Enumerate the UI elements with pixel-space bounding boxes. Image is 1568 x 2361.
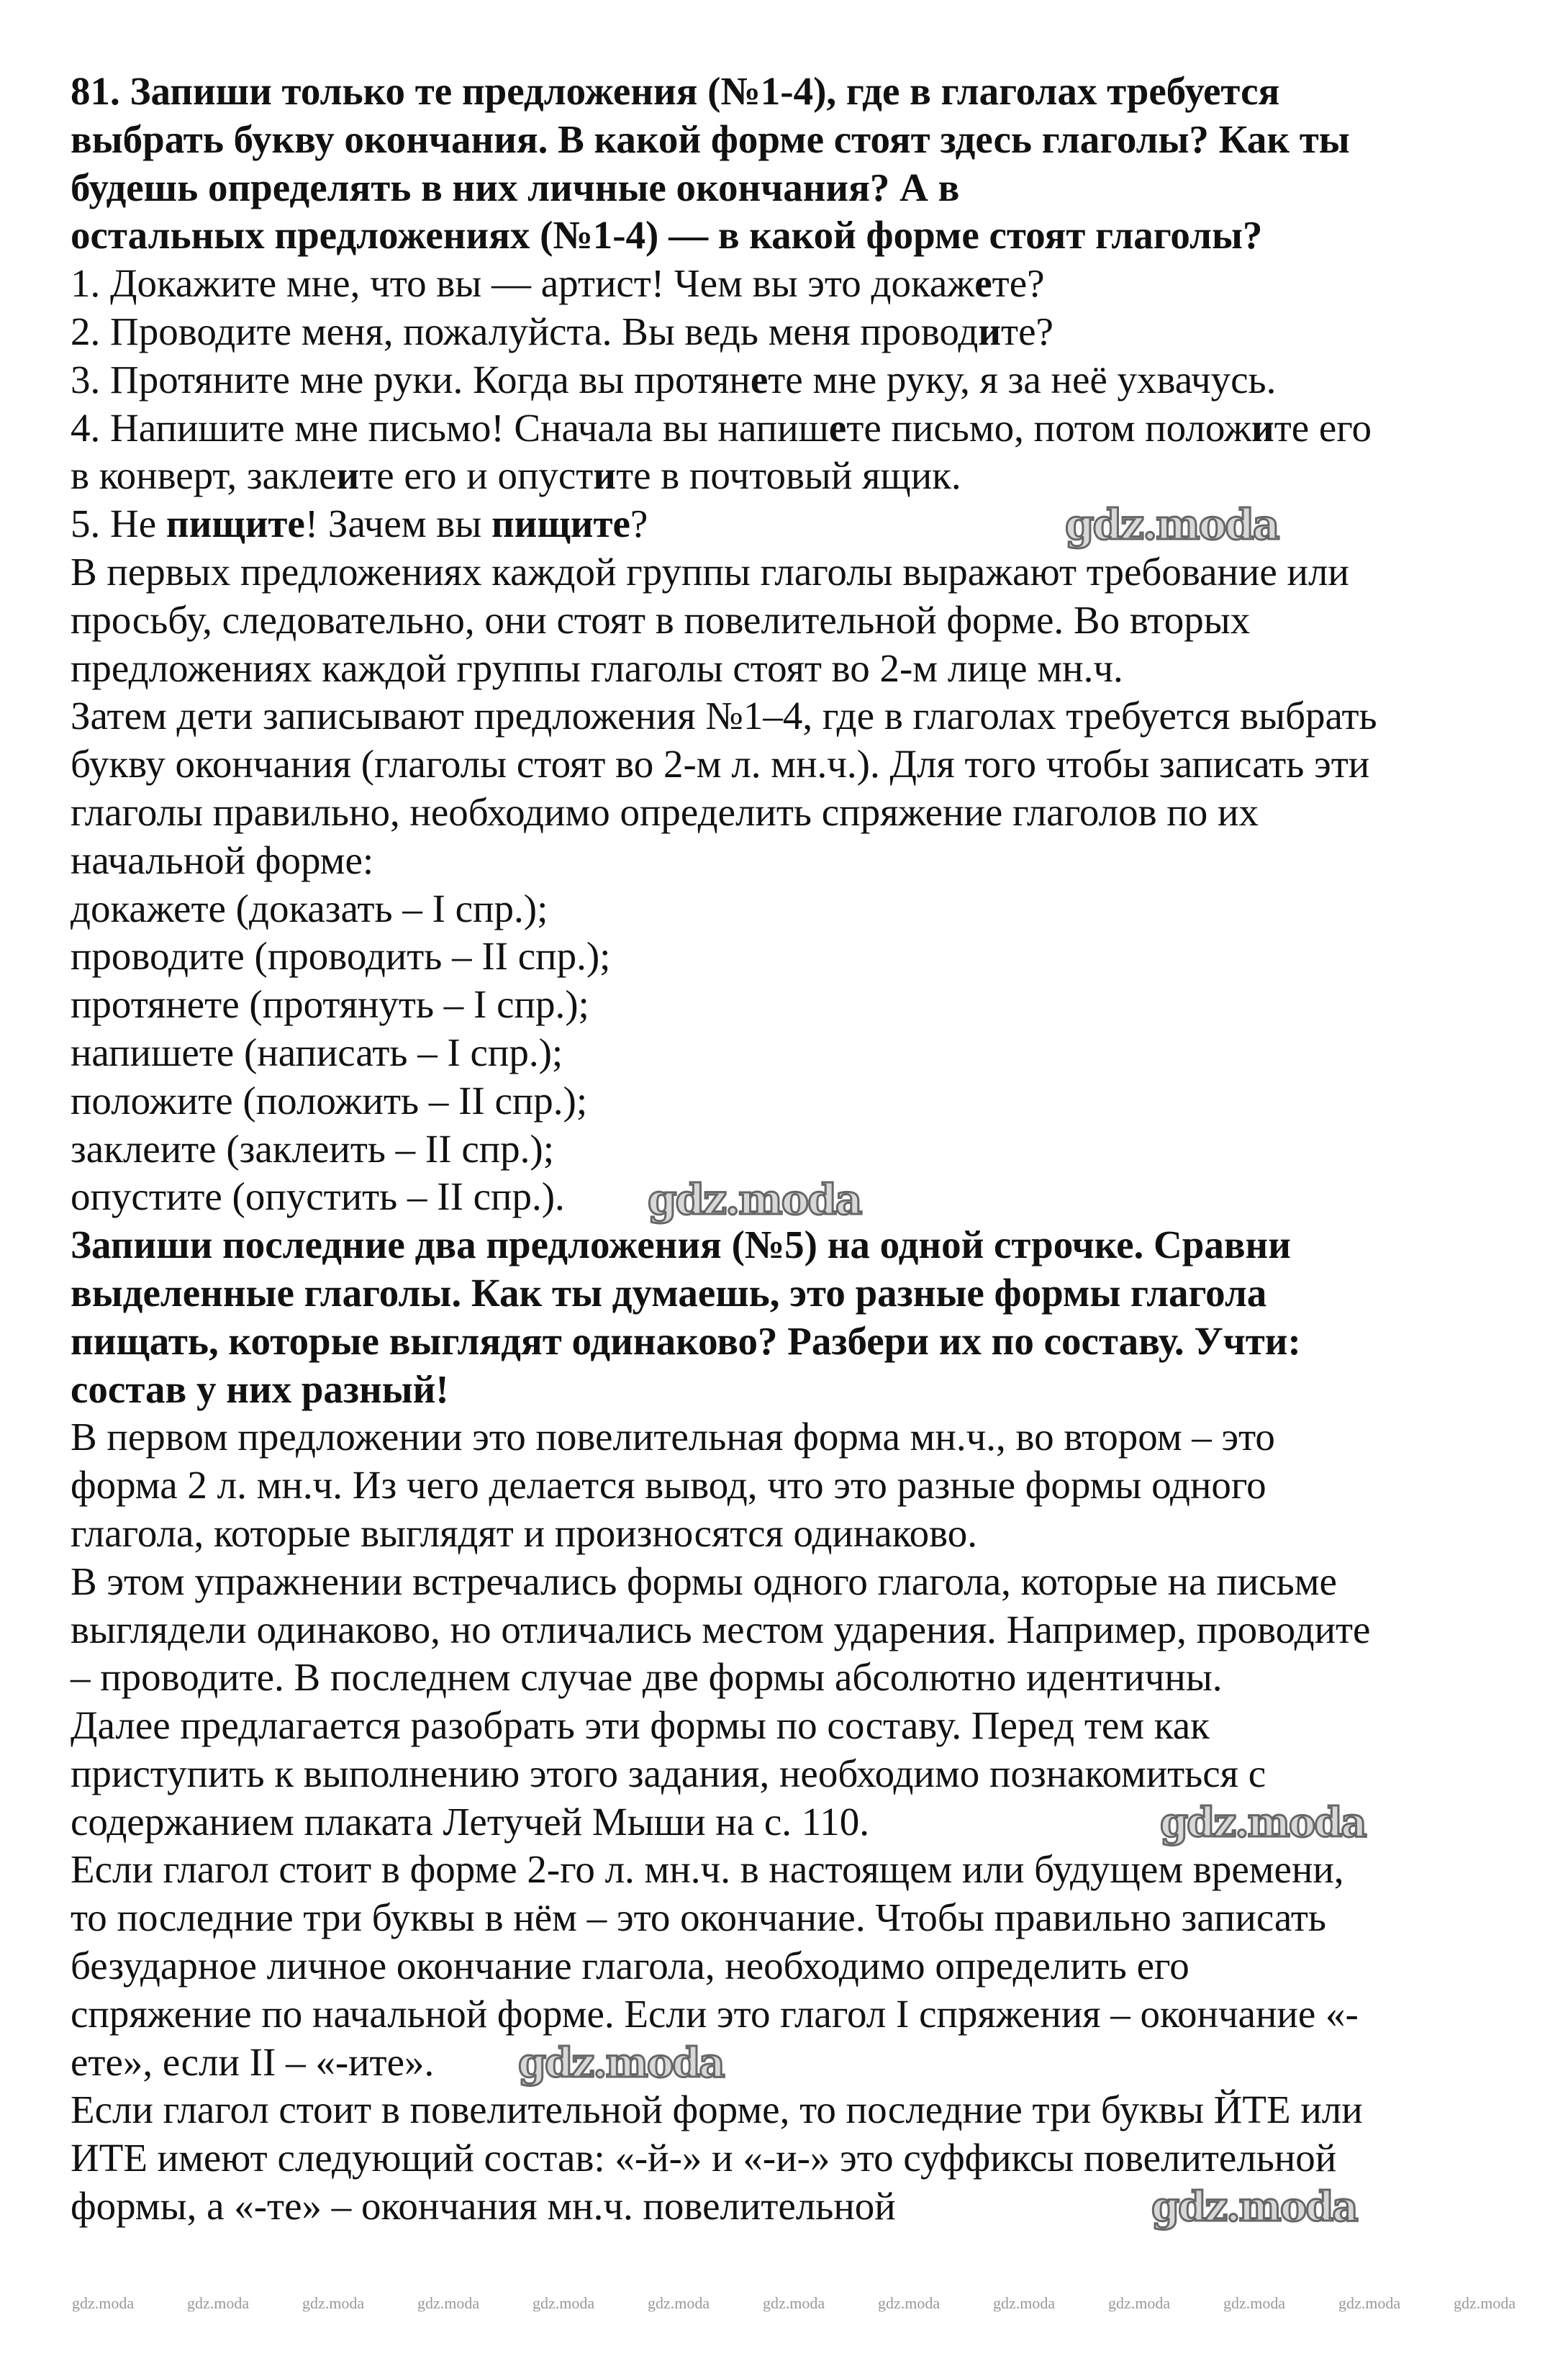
text-segment: опустите (опустить – II спр.). [71, 1174, 565, 1219]
text-line [71, 356, 1377, 404]
text-segment: глаголы правильно, необходимо определить спряжение глаголов по их [71, 789, 1259, 834]
text-line [71, 692, 1377, 740]
text-segment: В первых предложениях каждой группы глаголы выражают требование или [71, 549, 1349, 594]
text-segment: Далее предлагается разобрать эти формы по составу. Перед тем как [71, 1703, 1210, 1748]
watermark-small: gdz.moda [878, 2294, 941, 2312]
watermark-small: gdz.moda [72, 2294, 135, 2312]
task-heading-line [71, 164, 1377, 212]
text-line [71, 885, 1377, 933]
text-segment: 1. Докажите мне, что вы — артист! Чем вы это докаж [71, 261, 975, 306]
text-segment: Если глагол стоит в форме 2-го л. мн.ч. в настоящем или будущем времени, [71, 1847, 1344, 1892]
text-segment: выбрать букву окончания. В какой форме стоят здесь глаголы? Как ты [71, 117, 1350, 161]
text-segment: то последние три буквы в нём – это окончание. Чтобы правильно записать [71, 1895, 1327, 1940]
task-heading-line [71, 68, 1377, 116]
text-segment: проводите (проводить – II спр.); [71, 934, 611, 979]
watermark-small: gdz.moda [1454, 2294, 1516, 2312]
text-line [71, 1990, 1377, 2039]
text-line [71, 1510, 1377, 1558]
text-segment: те его и опуст [359, 453, 594, 498]
watermark-small: gdz.moda [302, 2294, 365, 2312]
text-line [71, 645, 1377, 693]
highlighted-text: е [750, 357, 769, 402]
task-heading-line [71, 1366, 1377, 1414]
text-segment: выделенные глаголы. Как ты думаешь, это разные формы глагола [71, 1270, 1267, 1315]
text-line [71, 1942, 1377, 1990]
text-line [71, 740, 1377, 789]
watermark-small: gdz.moda [993, 2294, 1056, 2312]
watermark-small: gdz.moda [1223, 2294, 1286, 2312]
text-line [71, 2086, 1377, 2134]
text-segment: те? [992, 261, 1045, 306]
text-line [71, 1029, 1377, 1077]
text-segment: заклеите (заклеить – II спр.); [71, 1126, 555, 1171]
text-line [71, 1558, 1377, 1606]
text-line [71, 1125, 1377, 1174]
text-segment: приступить к выполнению этого задания, необходимо познакомиться с [71, 1751, 1266, 1795]
watermark-logo: gdz.moda [1065, 500, 1279, 549]
task-heading-line [71, 1221, 1377, 1269]
text-segment: 2. Проводите меня, пожалуйста. Вы ведь меня провод [71, 309, 979, 353]
text-line [71, 837, 1377, 885]
text-segment: положите (положить – II спр.); [71, 1078, 588, 1123]
text-line [71, 1894, 1377, 1942]
highlighted-text: и [336, 453, 360, 498]
text-segment: предложениях каждой группы глаголы стоят во 2-м лице мн.ч. [71, 645, 1123, 690]
text-line [71, 404, 1377, 453]
highlighted-text: и [978, 309, 1002, 353]
text-segment: 3. Протяните мне руки. Когда вы протян [71, 357, 751, 402]
text-segment: Запиши последние два предложения (№5) на одной строчке. Сравни [71, 1223, 1291, 1267]
text-line [71, 1702, 1377, 1750]
watermark-small: gdz.moda [648, 2294, 710, 2312]
text-segment: выглядели одинаково, но отличались местом ударения. Например, проводите [71, 1607, 1371, 1651]
text-segment: напишете (написать – I спр.); [71, 1030, 563, 1074]
text-segment: В первом предложении это повелительная форма мн.ч., во втором – это [71, 1415, 1275, 1459]
text-segment: начальной форме: [71, 838, 374, 882]
text-segment: глагола, которые выглядят и произносятся одинаково. [71, 1510, 977, 1555]
text-segment: 81. Запиши только те предложения (№1-4), где в глаголах требуется [71, 69, 1280, 113]
text-line [71, 1413, 1377, 1462]
watermark-small: gdz.moda [1338, 2294, 1401, 2312]
watermark-small: gdz.moda [763, 2294, 825, 2312]
text-line [71, 548, 1377, 597]
text-segment: безударное личное окончание глагола, необходимо определить его [71, 1944, 1189, 1988]
text-segment: те мне руку, я за неё ухвачусь. [768, 357, 1277, 402]
text-segment: содержанием плаката Летучей Мыши на с. 110. [71, 1799, 870, 1844]
watermark-small: gdz.moda [187, 2294, 250, 2312]
text-segment: форма 2 л. мн.ч. Из чего делается вывод, что это разные формы одного [71, 1463, 1266, 1508]
text-segment: в конверт, закле [71, 453, 337, 498]
highlighted-text: пищите [166, 502, 305, 546]
text-segment: те письмо, потом полож [846, 405, 1251, 450]
text-line [71, 933, 1377, 981]
text-segment: те в почтовый ящик. [616, 453, 961, 498]
text-segment: Затем дети записывают предложения №1–4, где в глаголах требуется выбрать [71, 694, 1377, 738]
text-line [71, 1750, 1377, 1798]
text-segment: формы, а «-те» – окончания мн.ч. повелительной [71, 2184, 896, 2229]
document-body [71, 68, 1377, 2231]
text-line [71, 452, 1377, 500]
text-line [71, 2134, 1377, 2183]
watermark-logo: gdz.moda [1151, 2183, 1357, 2231]
watermark-small: gdz.moda [1108, 2294, 1171, 2312]
text-line [71, 1654, 1377, 1702]
text-segment: состав у них разный! [71, 1367, 449, 1411]
watermark-logo: gdz.moda [648, 1175, 861, 1224]
text-segment: те его [1274, 405, 1372, 450]
text-segment: спряжение по начальной форме. Если это глагол I спряжения – окончание «- [71, 1991, 1359, 2036]
text-segment: ете», если II – «-ите». [71, 2039, 435, 2084]
watermark-logo: gdz.moda [518, 2039, 724, 2087]
text-segment: протянете (протянуть – I спр.); [71, 982, 589, 1027]
text-line [71, 1077, 1377, 1125]
text-segment: остальных предложениях (№1-4) — в какой форме стоят глаголы? [71, 213, 1263, 258]
text-line [71, 308, 1377, 356]
highlighted-text: е [828, 405, 847, 450]
task-heading-line [71, 1269, 1377, 1318]
watermark-small: gdz.moda [417, 2294, 480, 2312]
text-line [71, 1606, 1377, 1654]
highlighted-text: е [974, 261, 992, 306]
text-segment: пищать, которые выглядят одинаково? Разбери их по составу. Учти: [71, 1318, 1301, 1363]
task-heading-line [71, 212, 1377, 260]
text-segment: 5. Не [71, 502, 166, 546]
text-line [71, 597, 1377, 645]
text-segment: ИТЕ имеют следующий состав: «-й-» и «-и-» это суффиксы повелительной [71, 2136, 1337, 2180]
highlighted-text: и [1251, 405, 1274, 450]
text-line [71, 789, 1377, 837]
text-segment: – проводите. В последнем случае две формы абсолютно идентичны. [71, 1655, 1223, 1700]
text-line [71, 1846, 1377, 1894]
text-segment: будешь определять в них личные окончания? А в [71, 165, 960, 209]
text-segment: ? [630, 502, 648, 546]
text-segment: те? [1001, 309, 1053, 353]
text-segment: ! Зачем вы [304, 502, 491, 546]
task-heading-line [71, 116, 1377, 164]
watermark-logo: gdz.moda [1160, 1799, 1366, 1846]
text-line [71, 981, 1377, 1029]
text-line [71, 1462, 1377, 1510]
text-segment: букву окончания (глаголы стоят во 2-м л. мн.ч.). Для того чтобы записать эти [71, 742, 1370, 787]
watermark-small: gdz.moda [533, 2294, 595, 2312]
text-segment: просьбу, следовательно, они стоят в повелительной форме. Во вторых [71, 597, 1251, 642]
text-segment: 4. Напишите мне письмо! Сначала вы напиш [71, 405, 829, 450]
text-segment: В этом упражнении встречались формы одного глагола, которые на письме [71, 1559, 1337, 1603]
task-heading-line [71, 1318, 1377, 1366]
highlighted-text: и [593, 453, 617, 498]
highlighted-text: пищите [491, 502, 630, 546]
text-segment: Если глагол стоит в повелительной форме, то последние три буквы ЙТЕ или [71, 2088, 1363, 2132]
text-line [71, 260, 1377, 308]
text-segment: докажете (доказать – I спр.); [71, 886, 548, 930]
